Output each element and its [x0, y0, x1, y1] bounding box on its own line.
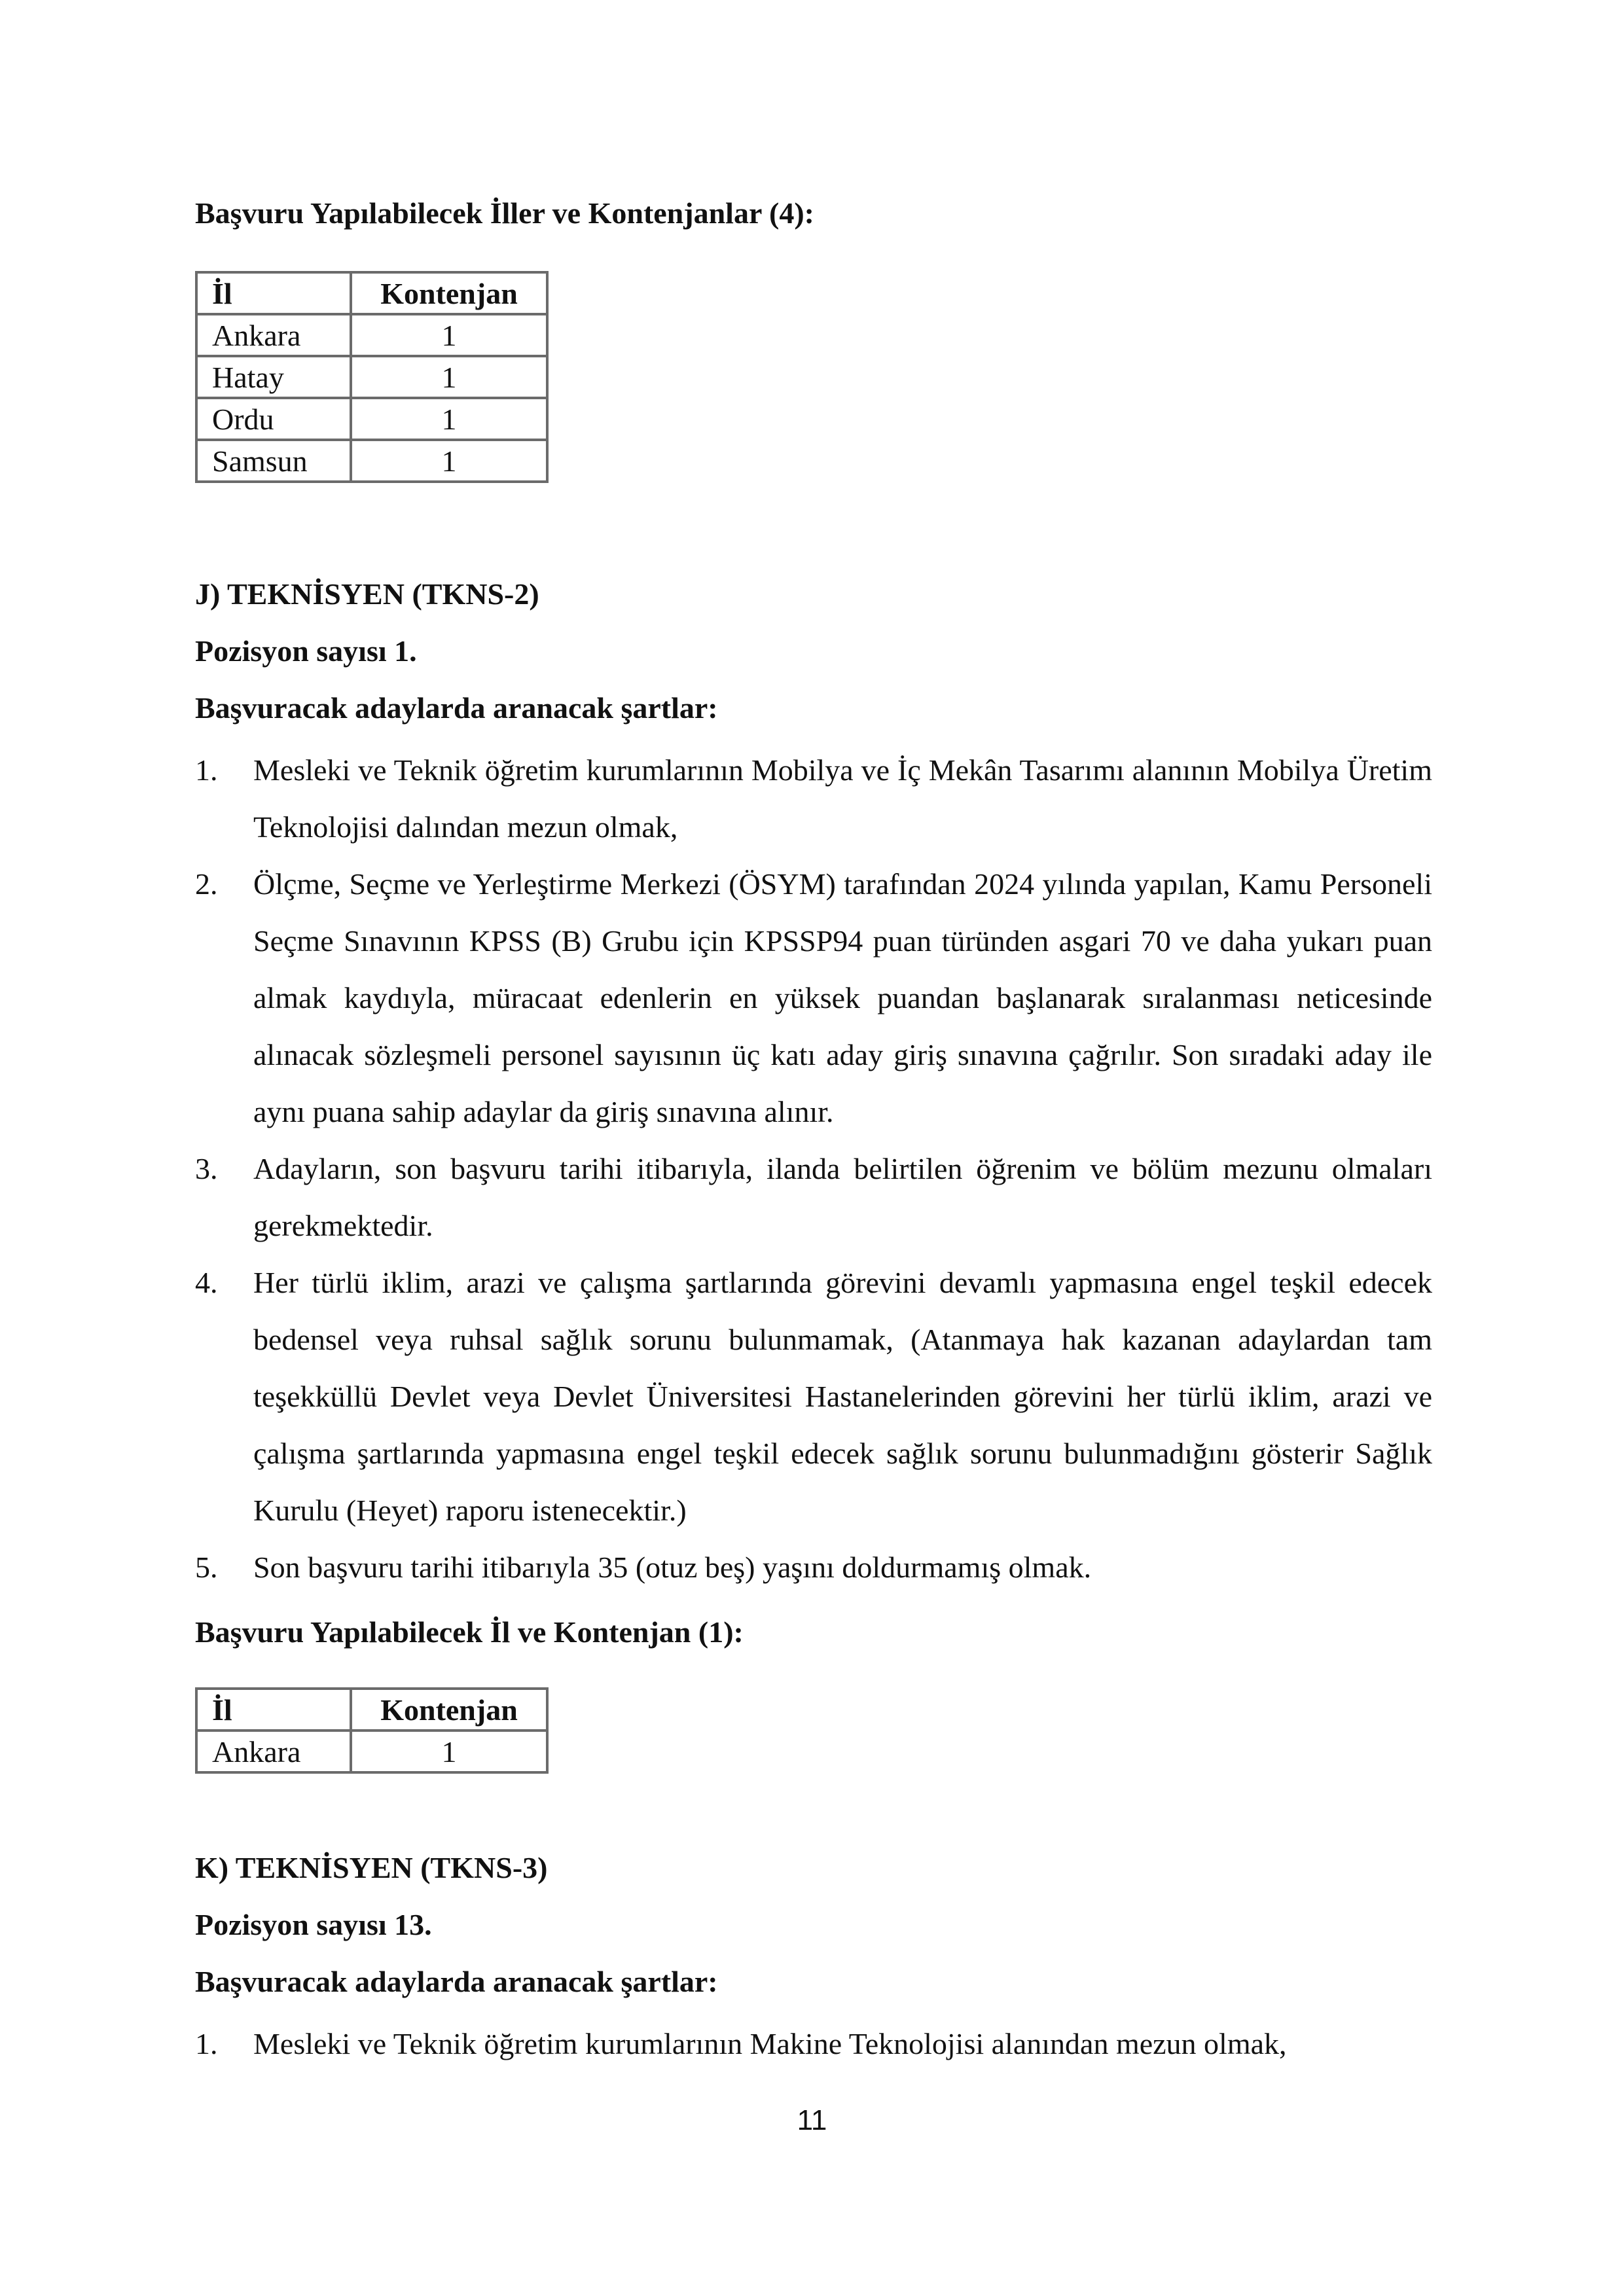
quota-table [195, 271, 549, 483]
position-count: Pozisyon sayısı 1. [195, 634, 417, 668]
requirements-title: Başvuracak adaylarda aranacak şartlar: [195, 691, 718, 725]
section-title: J) TEKNİSYEN (TKNS-2) [195, 577, 539, 611]
quota-table-title: Başvuru Yapılabilecek İl ve Kontenjan (1): [195, 1615, 744, 1649]
table-header-row [196, 272, 547, 314]
list-item-text: Son başvuru tarihi itibarıyla 35 (otuz beş) yaşını doldurmamış olmak. [253, 1551, 1092, 1584]
table-cell-city: Hatay [196, 356, 351, 398]
list-item-number: 1. [195, 2027, 218, 2060]
list-item-text: Ölçme, Seçme ve Yerleştirme Merkezi (ÖSYM) tarafından 2024 yılında yapılan, Kamu Personeli Seçme Sınavının KPSS (B) Grubu için KPSSP94 puan türünden asgari 70 ve daha yukarı puan almak kaydıyla, müracaat edenlerin en yüksek puandan başlanarak sıralanması neticesinde alınacak sözleşmeli personel sayısının üç katı aday giriş sınavına çağrılır. Son sıradaki aday ile aynı puana sahip adaylar da giriş sınavına alınır. [253, 867, 1432, 1128]
table-header-city: İl [196, 1689, 351, 1731]
table-cell-city: Ankara [196, 314, 351, 356]
quota-table-title: Başvuru Yapılabilecek İller ve Kontenjanlar (4): [195, 196, 814, 230]
list-item-number: 4. [195, 1266, 218, 1299]
requirements-title: Başvuracak adaylarda aranacak şartlar: [195, 1965, 718, 1998]
table-cell-city: Samsun [196, 440, 351, 482]
table-row [196, 314, 547, 356]
table-cell-quota: 1 [351, 356, 547, 398]
table-row [196, 440, 547, 482]
table-row [196, 356, 547, 398]
list-item-text: Mesleki ve Teknik öğretim kurumlarının Mobilya ve İç Mekân Tasarımı alanının Mobilya Üretim Teknolojisi dalından mezun olmak, [253, 753, 1432, 844]
section-title: K) TEKNİSYEN (TKNS-3) [195, 1851, 548, 1884]
table-cell-city: Ankara [196, 1731, 351, 1772]
table-header-row [196, 1689, 547, 1731]
table-header-quota: Kontenjan [351, 272, 547, 314]
page-number: 11 [797, 2104, 827, 2136]
table-cell-quota: 1 [351, 398, 547, 440]
quota-table [195, 1687, 549, 1774]
table-cell-quota: 1 [351, 1731, 547, 1772]
list-item-number: 3. [195, 1152, 218, 1185]
table-header-city: İl [196, 272, 351, 314]
list-item-number: 5. [195, 1551, 218, 1584]
table-row [196, 1731, 547, 1772]
position-count: Pozisyon sayısı 13. [195, 1908, 432, 1941]
table-cell-quota: 1 [351, 314, 547, 356]
list-item-number: 1. [195, 753, 218, 787]
list-item-text: Her türlü iklim, arazi ve çalışma şartlarında görevini devamlı yapmasına engel teşkil edecek bedensel veya ruhsal sağlık sorunu bulunmamak, (Atanmaya hak kazanan adaylardan tam teşekküllü Devlet veya Devlet Üniversitesi Hastanelerinden görevini her türlü iklim, arazi ve çalışma şartlarında yapmasına engel teşkil edecek sağlık sorunu bulunmadığını gösterir Sağlık Kurulu (Heyet) raporu istenecektir.) [253, 1266, 1432, 1527]
table-cell-city: Ordu [196, 398, 351, 440]
list-item-text: Mesleki ve Teknik öğretim kurumlarının Makine Teknolojisi alanından mezun olmak, [253, 2027, 1287, 2060]
list-item-text: Adayların, son başvuru tarihi itibarıyla, ilanda belirtilen öğrenim ve bölüm mezunu olmaları gerekmektedir. [253, 1152, 1432, 1242]
table-header-quota: Kontenjan [351, 1689, 547, 1731]
list-item-number: 2. [195, 867, 218, 901]
table-row [196, 398, 547, 440]
table-cell-quota: 1 [351, 440, 547, 482]
